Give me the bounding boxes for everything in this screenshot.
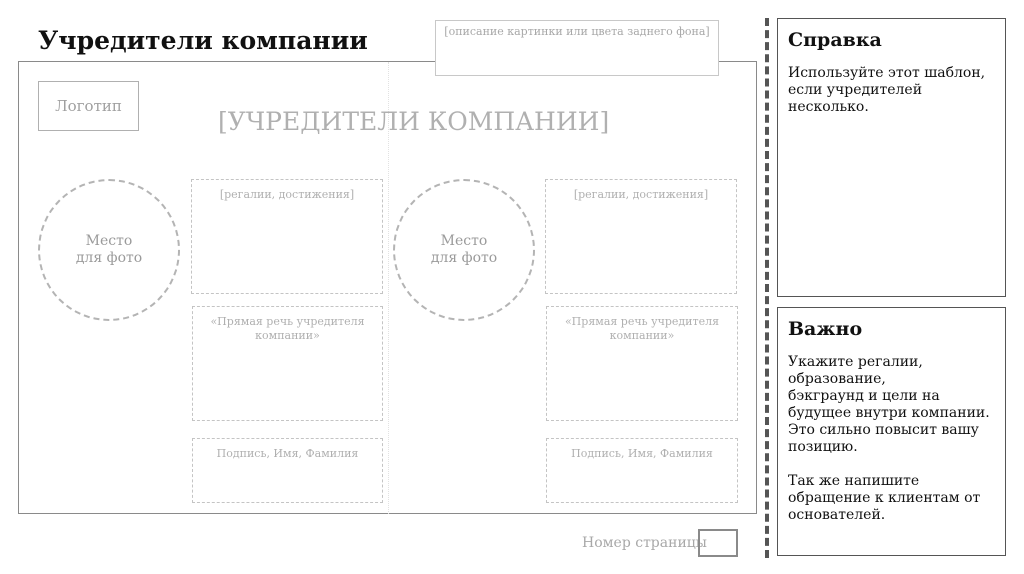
important-panel [777,307,1006,556]
photo-placeholder-founder-1: Место для фото [38,179,180,321]
important-panel-title: Важно [788,318,863,340]
background-note-box: [описание картинки или цвета заднего фона] [435,20,719,76]
regalia-box-founder-1: [регалии, достижения] [191,179,383,294]
quote-box-founder-2: «Прямая речь учредителя компании» [546,306,738,421]
photo-placeholder-founder-2: Место для фото [393,179,535,321]
help-panel-title: Справка [788,29,882,51]
signature-box-founder-1: Подпись, Имя, Фамилия [192,438,383,503]
main-heading: [УЧРЕДИТЕЛИ КОМПАНИИ] [218,107,610,136]
help-panel-text: Используйте этот шаблон, если учредителей несколько. [788,65,986,115]
page-title: Учредители компании [38,26,368,55]
page-number-label: Номер страницы [582,535,707,551]
help-panel [777,18,1006,297]
important-panel-text: Укажите регалии, образование, бэкграунд и цели на будущее внутри компании. Это сильно повысит вашу позицию. Так же напишите обращение к клиентам от основателей. [788,354,990,523]
quote-box-founder-1: «Прямая речь учредителя компании» [192,306,383,421]
logo-placeholder: Логотип [38,81,139,131]
signature-box-founder-2: Подпись, Имя, Фамилия [546,438,738,503]
sidebar-divider [765,18,769,558]
regalia-box-founder-2: [регалии, достижения] [545,179,737,294]
page-number-box [698,529,738,557]
